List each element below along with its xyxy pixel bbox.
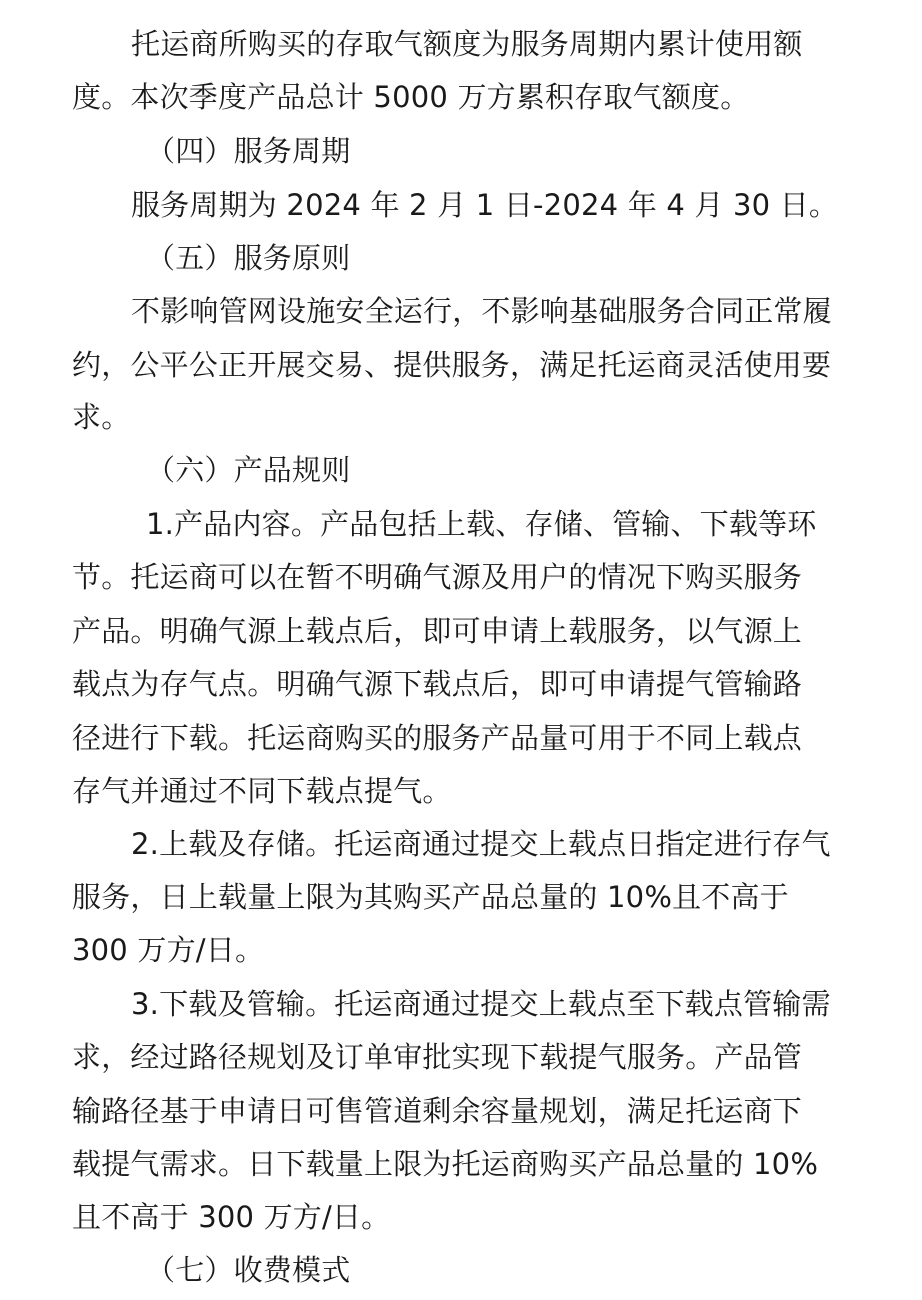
rule-2-line-3: 300 万方/日。 — [72, 933, 265, 967]
rule-3-line-4: 载提气需求。日下载量上限为托运商购买产品总量的 10% — [72, 1147, 819, 1181]
rule-1-line-1: 1.产品内容。产品包括上载、存储、管输、下载等环 — [146, 507, 817, 541]
section-heading-product-rules: （六）产品规则 — [146, 453, 351, 487]
rule-1-line-6: 存气并通过不同下载点提气。 — [72, 774, 452, 808]
rule-1-line-2: 节。托运商可以在暂不明确气源及用户的情况下购买服务 — [72, 560, 803, 594]
rule-3-line-5: 且不高于 300 万方/日。 — [72, 1200, 391, 1234]
section-heading-service-period: （四）服务周期 — [146, 134, 351, 168]
rule-2-line-2: 服务，日上载量上限为其购买产品总量的 10%且不高于 — [72, 880, 789, 914]
paragraph-principles-line-2: 约，公平公正开展交易、提供服务，满足托运商灵活使用要 — [72, 348, 832, 382]
rule-3-line-1: 3.下载及管输。托运商通过提交上载点至下载点管输需 — [131, 987, 831, 1021]
rule-3-line-3: 输路径基于申请日可售管道剩余容量规划，满足托运商下 — [72, 1094, 803, 1128]
paragraph-volume-line-1: 托运商所购买的存取气额度为服务周期内累计使用额 — [131, 27, 803, 61]
paragraph-service-period: 服务周期为 2024 年 2 月 1 日-2024 年 4 月 30 日。 — [131, 188, 839, 222]
paragraph-principles-line-1: 不影响管网设施安全运行，不影响基础服务合同正常履 — [131, 294, 832, 328]
rule-1-line-3: 产品。明确气源上载点后，即可申请上载服务，以气源上 — [72, 614, 803, 648]
rule-3-line-2: 求，经过路径规划及订单审批实现下载提气服务。产品管 — [72, 1040, 803, 1074]
rule-1-line-5: 径进行下载。托运商购买的服务产品量可用于不同上载点 — [72, 721, 803, 755]
paragraph-principles-line-3: 求。 — [72, 400, 131, 434]
rule-1-line-4: 载点为存气点。明确气源下载点后，即可申请提气管输路 — [72, 667, 803, 701]
paragraph-volume-line-2: 度。本次季度产品总计 5000 万方累积存取气额度。 — [72, 80, 750, 114]
rule-2-line-1: 2.上载及存储。托运商通过提交上载点日指定进行存气 — [131, 827, 831, 861]
section-heading-service-principles: （五）服务原则 — [146, 241, 351, 275]
section-heading-charging-model: （七）收费模式 — [146, 1253, 351, 1287]
